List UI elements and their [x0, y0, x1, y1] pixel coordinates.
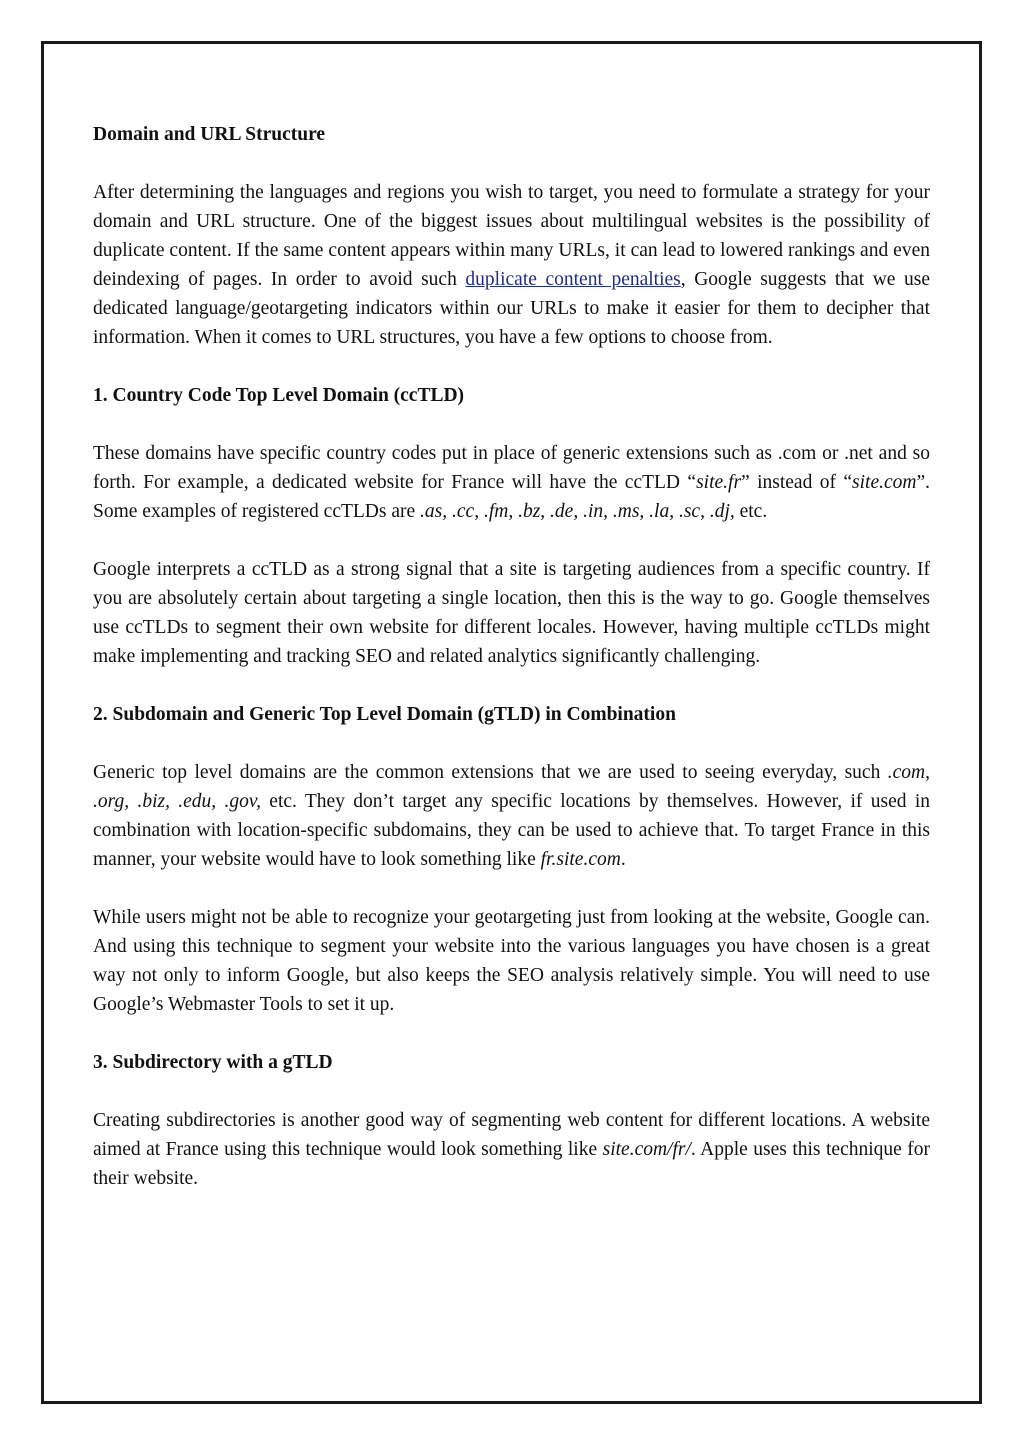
text-run: ”. Some examples of registered ccTLDs are [93, 472, 930, 522]
text-run: . Apple uses this technique for their website. [93, 1139, 930, 1189]
text-run: etc. They don’t target any specific locations by themselves. However, if used in combination with location-specific subdomains, they can be used to achieve that. To target France in this manner, your website would have to look something like [93, 791, 930, 870]
example-site-com: site.com [852, 472, 917, 493]
example-site-com-fr: site.com/fr/ [602, 1139, 691, 1160]
intro-paragraph [93, 178, 930, 352]
gtld-paragraph-1 [93, 758, 930, 874]
document-body [93, 120, 930, 1222]
text-run: These domains have specific country codes put in place of generic extensions such as .com or .net and so forth. For example, a dedicated website for France will have the ccTLD “ [93, 443, 930, 493]
gtld-examples: .com, .org, .biz, .edu, .gov, [93, 762, 930, 812]
intro-text-end: , Google suggests that we use dedicated language/geotargeting indicators within our URLs to make it easier for them to decipher that information. When it comes to URL structures, you have a few options to choose from. [93, 269, 931, 348]
cctld-paragraph-1 [93, 439, 930, 526]
example-site-fr: site.fr [696, 472, 742, 493]
text-run: ” instead of “ [741, 472, 853, 493]
section-title: Domain and URL Structure [93, 124, 326, 145]
text-run: Creating subdirectories is another good way of segmenting web content for different locations. A website aimed at France using this technique would look something like [93, 1110, 930, 1160]
duplicate-content-link[interactable]: duplicate content penalties [465, 269, 681, 290]
example-fr-site-com: fr.site.com [540, 849, 621, 870]
text-run: . [620, 849, 626, 870]
heading-subdomain: 2. Subdomain and Generic Top Level Domain (gTLD) in Combination [93, 704, 676, 725]
heading-subdirectory: 3. Subdirectory with a gTLD [93, 1052, 333, 1073]
text-run: Generic top level domains are the common extensions that we are used to seeing everyday, such [93, 762, 888, 783]
cctld-paragraph-2: Google interprets a ccTLD as a strong signal that a site is targeting audiences from a specific country. If you are absolutely certain about targeting a single location, then this is the way to go. Google themselves use ccTLDs to segment their own website for different locales. However, having multiple ccTLDs might make implementing and tracking SEO and related analytics significantly challenging. [93, 559, 930, 667]
subdirectory-paragraph [93, 1106, 930, 1193]
gtld-paragraph-2: While users might not be able to recognize your geotargeting just from looking at the website, Google can. And using this technique to segment your website into the various languages you have chosen is a great way not only to inform Google, but also keeps the SEO analysis relatively simple. You will need to use Google’s Webmaster Tools to set it up. [93, 907, 930, 1015]
intro-text: After determining the languages and regions you wish to target, you need to formulate a strategy for your domain and URL structure. One of the biggest issues about multilingual websites is the possibility of duplicate content. If the same content appears within many URLs, it can lead to lowered rankings and even deindexing of pages. In order to avoid such [93, 182, 930, 290]
cctld-examples: .as, .cc, .fm, .bz, .de, .in, .ms, .la, .sc, .dj, [420, 501, 735, 522]
heading-cctld: 1. Country Code Top Level Domain (ccTLD) [93, 385, 465, 406]
text-run: etc. [734, 501, 768, 522]
